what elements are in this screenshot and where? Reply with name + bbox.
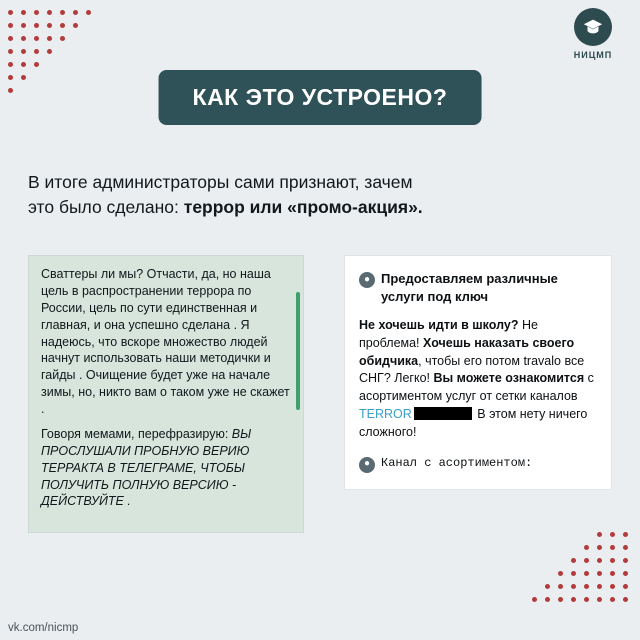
decorative-dot [86, 10, 91, 15]
lead-line-2-prefix: это было сделано: [28, 197, 184, 218]
body-part-7: В этом нету ничего сложного! [359, 406, 588, 439]
decorative-dot [571, 584, 576, 589]
screenshot-left-paragraph-2 [41, 426, 291, 510]
decorative-dot [610, 558, 615, 563]
footer-link[interactable]: vk.com/nicmp [8, 622, 79, 634]
lead-line-2-bold: террор или «промо-акция». [183, 197, 423, 218]
decorative-dot [8, 23, 13, 28]
decorative-dot [558, 597, 563, 602]
body-part-1: Не хочешь идти в школу? [359, 318, 519, 333]
decorative-dot [34, 10, 39, 15]
screenshot-right-footer-text: Канал с асортиментом: [381, 456, 533, 471]
body-part-5: Вы можете ознакомится [433, 371, 585, 386]
body-part-4: , чтобы его потом travalo все СНГ? Легко! [359, 353, 585, 386]
decorative-dot [47, 49, 52, 54]
screenshot-left [28, 255, 304, 533]
decorative-dot [623, 545, 628, 550]
decorative-dot [610, 571, 615, 576]
decorative-dot [8, 62, 13, 67]
decorative-dot [610, 545, 615, 550]
scrollbar[interactable] [296, 292, 300, 410]
brand-logo [562, 8, 624, 60]
decorative-dot [584, 584, 589, 589]
screenshot-left-paragraph-2-italic: ВЫ ПРОСЛУШАЛИ ПРОБНУЮ ВЕРИЮ ТЕРРАКТА В ТЕЛЕГРАМЕ, ЧТОБЫ ПОЛУЧИТЬ ПОЛНУЮ ВЕРСИЮ - ДЕЙСТВУЙТЕ . [41, 426, 252, 509]
screenshot-right-header [359, 270, 597, 305]
screenshot-right-heading: Предоставляем различные услуги под ключ [381, 271, 558, 304]
decorative-dot [623, 558, 628, 563]
decorative-dot [623, 584, 628, 589]
decorative-dot [584, 597, 589, 602]
channel-avatar-icon-footer: ● [359, 457, 375, 473]
decorative-dot [21, 23, 26, 28]
decorative-dot [597, 571, 602, 576]
decorative-dot [610, 597, 615, 602]
decorative-dot [8, 75, 13, 80]
screenshot-right-body [359, 317, 597, 441]
screenshots-row [28, 255, 612, 533]
decorative-dot [623, 571, 628, 576]
decorative-dot [73, 10, 78, 15]
body-part-3: Хочешь наказать своего обидчика [359, 335, 575, 368]
decorative-dots-bottom-right [532, 532, 632, 632]
decorative-dot [8, 49, 13, 54]
screenshot-right [344, 255, 612, 490]
screenshot-right-footer [359, 455, 597, 473]
page-title: КАК ЭТО УСТРОЕНО? [159, 70, 482, 125]
decorative-dot [60, 36, 65, 41]
decorative-dot [60, 23, 65, 28]
decorative-dot [558, 571, 563, 576]
screenshot-left-paragraph-1: Сваттеры ли мы? Отчасти, да, но наша цель в распространении террора по России, цель по сути единственная и главная, и она успешно сделана . Я надеюсь, что вскоре множество людей начнут использовать наши методички и гайды . Очищение будет уже на начале зимы, но, никто вам о таком уже не скажет . [41, 267, 290, 416]
decorative-dot [584, 558, 589, 563]
decorative-dot [532, 597, 537, 602]
decorative-dot [584, 545, 589, 550]
decorative-dot [584, 571, 589, 576]
decorative-dot [623, 597, 628, 602]
graduation-cap-icon [574, 8, 612, 46]
decorative-dot [571, 558, 576, 563]
decorative-dot [558, 584, 563, 589]
body-part-2: Не проблема! [359, 318, 538, 350]
decorative-dot [21, 10, 26, 15]
decorative-dot [21, 62, 26, 67]
brand-logo-text: НИЦМП [573, 50, 613, 60]
channel-avatar-icon: ● [359, 272, 375, 288]
decorative-dot [34, 62, 39, 67]
decorative-dot [8, 88, 13, 93]
redaction-bar [414, 407, 472, 420]
decorative-dot [8, 36, 13, 41]
decorative-dot [21, 36, 26, 41]
decorative-dot [545, 584, 550, 589]
decorative-dot [34, 36, 39, 41]
decorative-dot [47, 23, 52, 28]
lead-line-1: В итоге администраторы сами признают, зачем [28, 172, 413, 192]
lead-paragraph [28, 170, 612, 221]
decorative-dot [47, 10, 52, 15]
decorative-dot [47, 36, 52, 41]
terror-link[interactable]: TERROR [359, 406, 412, 421]
decorative-dot [8, 10, 13, 15]
decorative-dot [73, 23, 78, 28]
decorative-dot [597, 545, 602, 550]
decorative-dot [571, 571, 576, 576]
lead-line-2 [28, 195, 612, 220]
decorative-dot [60, 10, 65, 15]
decorative-dot [623, 532, 628, 537]
decorative-dot [597, 597, 602, 602]
decorative-dot [545, 597, 550, 602]
body-part-6: с асортиментом услуг от сетки каналов [359, 371, 594, 404]
decorative-dot [597, 584, 602, 589]
decorative-dot [597, 558, 602, 563]
decorative-dot [34, 49, 39, 54]
decorative-dot [571, 597, 576, 602]
decorative-dot [34, 23, 39, 28]
decorative-dot [21, 75, 26, 80]
decorative-dot [21, 49, 26, 54]
screenshot-left-paragraph-2-prefix: Говоря мемами, перефразирую: [41, 426, 232, 441]
decorative-dot [610, 584, 615, 589]
